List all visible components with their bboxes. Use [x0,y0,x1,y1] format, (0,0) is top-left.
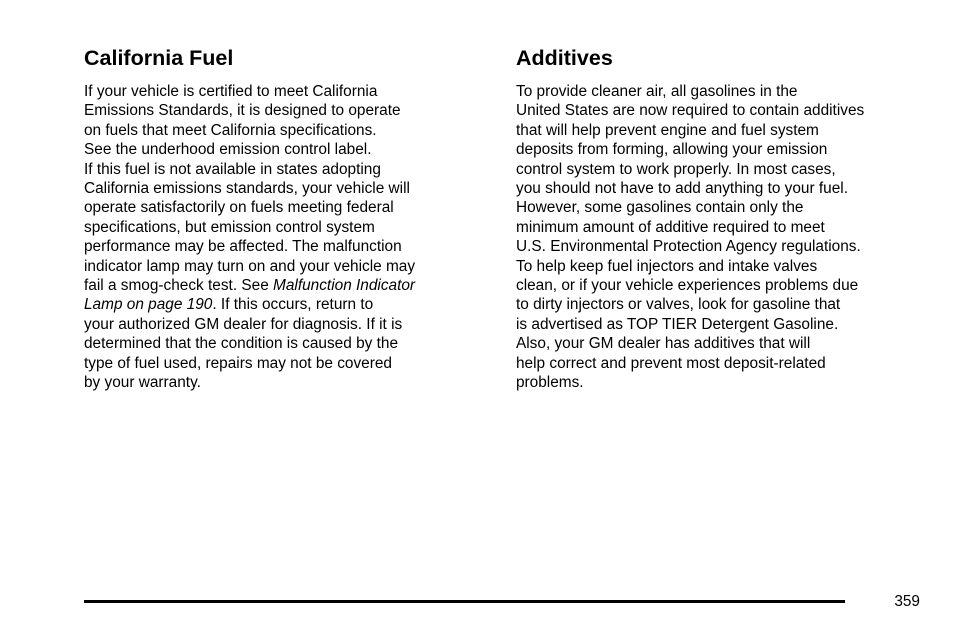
text-line: Also, your GM dealer has additives that will [516,335,811,353]
california-fuel-paragraph [84,82,484,393]
text-line: Emissions Standards, it is designed to operate [84,102,401,120]
text-line: help correct and prevent most deposit-related [516,354,826,372]
additives-paragraph [516,82,936,393]
malfunction-indicator-lamp-reference: Malfunction Indicator [273,277,416,295]
additives-section [516,44,936,393]
california-fuel-section [84,44,484,393]
page-number: 359 [894,593,920,610]
text-line: problems. [516,374,584,392]
text-line [84,295,484,314]
text-line: U.S. Environmental Protection Agency regulations. [516,238,861,256]
text-line: To provide cleaner air, all gasolines in the [516,83,798,100]
text-line: your authorized GM dealer for diagnosis. If it is [84,315,403,333]
text-line: is advertised as TOP TIER Detergent Gasoline. [516,315,839,333]
text-line: deposits from forming, allowing your emission [516,141,828,159]
california-fuel-heading: California Fuel [84,46,234,70]
text-line: to dirty injectors or valves, look for gasoline that [516,296,841,314]
text-line: If this fuel is not available in states adopting [84,160,381,178]
text-line: See the underhood emission control label. [84,141,372,159]
text-line: indicator lamp may turn on and your vehicle may [84,257,416,275]
text-line: United States are now required to contain additives [516,102,865,120]
malfunction-indicator-lamp-reference-page: Lamp on page 190 [84,296,213,314]
text-line: control system to work properly. In most cases, [516,160,836,178]
text-line: determined that the condition is caused by the [84,335,398,353]
text-line: that will help prevent engine and fuel system [516,121,819,139]
text-line [84,276,484,295]
text-line: clean, or if your vehicle experiences problems due [516,277,859,295]
text-line: minimum amount of additive required to meet [516,218,825,236]
text-line: To help keep fuel injectors and intake valves [516,257,818,275]
text-line: by your warranty. [84,374,201,392]
text-line: you should not have to add anything to your fuel. [516,180,848,198]
text-line: If your vehicle is certified to meet California [84,83,378,100]
text-segment: . If this occurs, return to [212,296,374,314]
text-line: on fuels that meet California specifications. [84,121,377,139]
text-line: operate satisfactorily on fuels meeting federal [84,199,394,217]
text-line: However, some gasolines contain only the [516,199,804,217]
text-line: California emissions standards, your vehicle will [84,180,410,198]
text-line: performance may be affected. The malfunction [84,238,402,256]
text-segment: fail a smog-check test. See [84,277,274,295]
footer-divider [84,600,845,603]
text-line: specifications, but emission control system [84,218,375,236]
text-line: type of fuel used, repairs may not be covered [84,354,392,372]
additives-heading: Additives [516,46,613,70]
